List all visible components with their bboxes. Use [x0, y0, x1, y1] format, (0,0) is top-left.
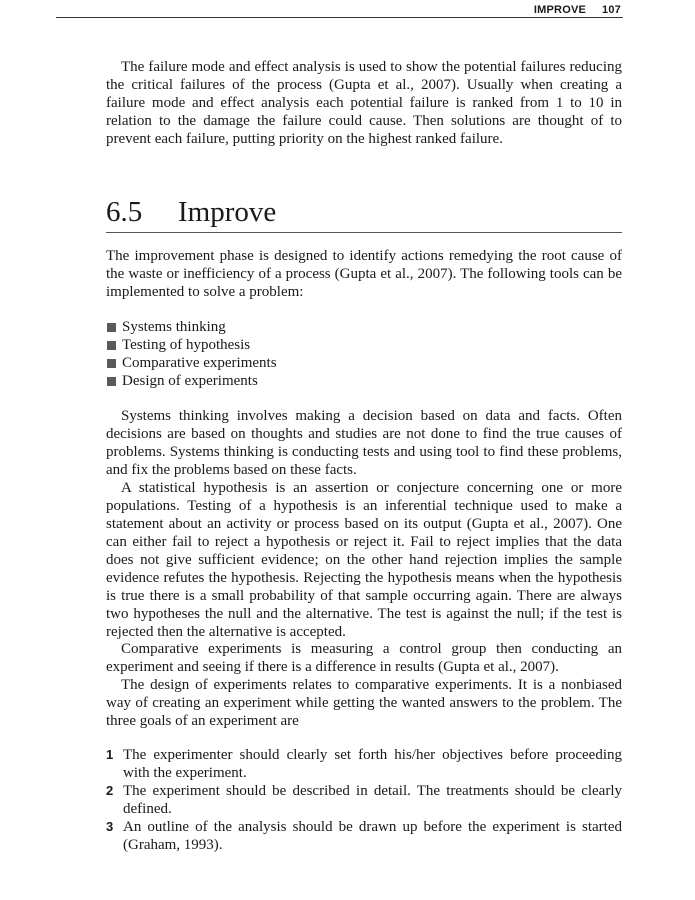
list-item-number: 2: [106, 783, 114, 798]
running-head-text: [534, 4, 621, 16]
bullet-square-icon: [107, 341, 116, 350]
list-item-label: Comparative experiments: [122, 355, 277, 371]
page-number: 107: [602, 4, 621, 16]
bullet-square-icon: [107, 377, 116, 386]
section-heading: [106, 194, 622, 232]
intro-paragraph: The failure mode and effect analysis is used to show the potential failures reducing the critical failures of the process (Gupta et al., 2007). Usually when creating a failure mode and effect analysis each potential failure is ranked from 1 to 10 in relation to the damage the failure could cause. Then solutions are thought of to prevent each failure, putting priority on the highest ranked failure.: [106, 59, 622, 147]
design-of-experiments-paragraph: The design of experiments relates to comparative experiments. It is a nonbiased way of creating an experiment while getting the wanted answers to the problem. The three goals of an experiment are: [106, 677, 622, 729]
list-item-number: 3: [106, 819, 114, 834]
list-item-number: 1: [106, 747, 114, 762]
section-title: Improve: [178, 196, 277, 228]
tools-list: [106, 318, 622, 390]
list-item: [106, 318, 622, 336]
list-item: [106, 782, 622, 818]
comparative-experiments-paragraph: Comparative experiments is measuring a control group then conducting an experiment and seeing if there is a difference in results (Gupta et al., 2007).: [106, 641, 622, 675]
improve-paragraph: The improvement phase is designed to identify actions remedying the root cause of the waste or inefficiency of a process (Gupta et al., 2007). The following tools can be implemented to solve a problem:: [106, 248, 622, 300]
hypothesis-paragraph: A statistical hypothesis is an assertion or conjecture concerning one or more populations. Testing of a hypothesis is an inferential technique used to make a statement about an activity or process based on its output (Gupta et al., 2007). One can either fail to reject a hypothesis or reject it. Fail to reject implies that the data does not give sufficient evidence; on the other hand rejection implies the sample evidence refutes the hypothesis. Rejecting the hypothesis means when the hypothesis is true there is a small probability of that sample occurring again. There are always two hypotheses the null and the alternative. The test is against the null; if the test is rejected then the alternative is accepted.: [106, 480, 622, 640]
running-head: [56, 4, 623, 18]
list-item: [106, 746, 622, 782]
list-item: [106, 818, 622, 854]
list-item-label: Systems thinking: [122, 319, 226, 335]
list-item-text: An outline of the analysis should be drawn up before the experiment is started (Graham, 1993).: [123, 819, 622, 853]
list-item-text: The experimenter should clearly set forth his/her objectives before proceeding with the experiment.: [123, 747, 622, 781]
list-item-label: Testing of hypothesis: [122, 337, 251, 353]
section-rule: [106, 232, 622, 233]
list-item: [106, 354, 622, 372]
systems-thinking-paragraph: Systems thinking involves making a decision based on data and facts. Often decisions are based on thoughts and studies are not done to find the true causes of problems. Systems thinking is conducting tests and using tool to find these problems, and fix the problems based on these facts.: [106, 408, 622, 478]
list-item: [106, 372, 622, 390]
bullet-square-icon: [107, 359, 116, 368]
section-number: 6.5: [106, 196, 143, 228]
list-item-text: The experiment should be described in detail. The treatments should be clearly defined.: [123, 783, 622, 817]
running-head-title: IMPROVE: [533, 4, 587, 16]
running-head-rule: [56, 17, 623, 18]
list-item-label: Design of experiments: [122, 373, 258, 389]
goals-list: [106, 746, 622, 854]
list-item: [106, 336, 622, 354]
bullet-square-icon: [107, 323, 116, 332]
